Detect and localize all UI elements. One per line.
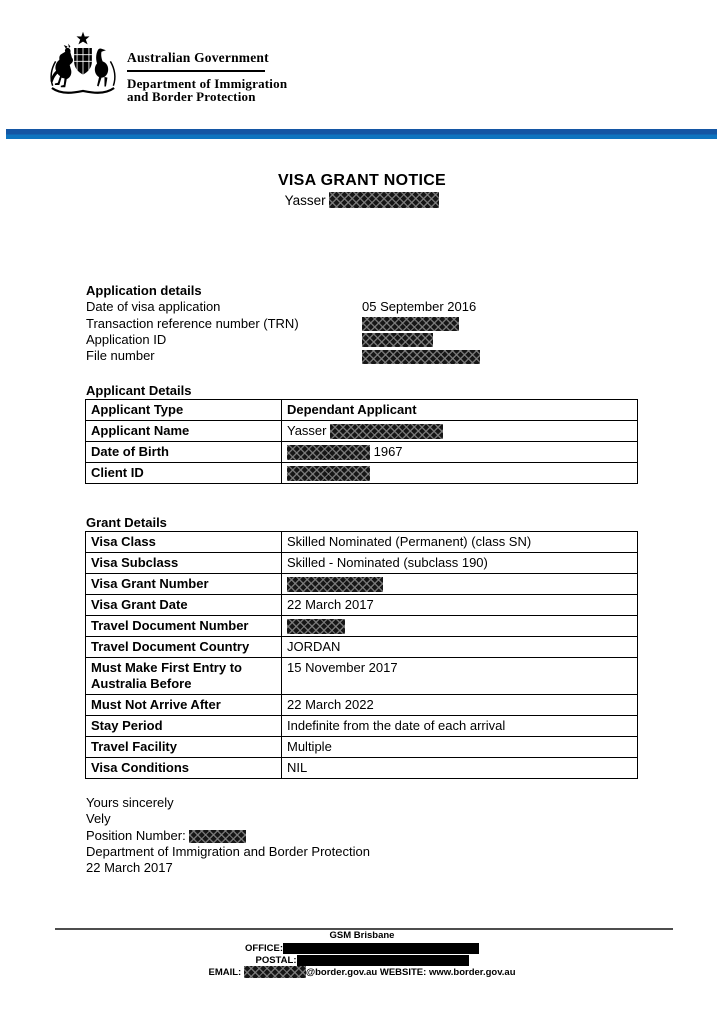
detail-label: Date of visa application <box>86 299 221 315</box>
table-row <box>86 758 638 779</box>
row-label: Stay Period <box>86 716 282 737</box>
application-detail-row <box>86 348 480 364</box>
redaction-bar <box>283 943 479 954</box>
header-divider-rule <box>127 70 265 72</box>
detail-value <box>362 299 476 314</box>
application-details-section <box>86 283 480 364</box>
table-row <box>86 616 638 637</box>
row-label: Applicant Type <box>86 400 282 421</box>
redaction-block <box>329 192 439 208</box>
row-label: Visa Class <box>86 532 282 553</box>
row-value <box>282 658 638 695</box>
table-row <box>86 574 638 595</box>
signoff-line <box>86 844 370 860</box>
text-segment: EMAIL: <box>208 966 244 978</box>
redaction-block <box>287 445 370 460</box>
footer-lines <box>0 942 724 978</box>
text-segment: 22 March 2017 <box>86 860 173 876</box>
detail-value <box>362 316 459 331</box>
table-row <box>86 442 638 463</box>
table-row <box>86 553 638 574</box>
text-segment: Indefinite from the date of each arrival <box>287 718 506 734</box>
row-value <box>282 616 638 637</box>
detail-label: Application ID <box>86 331 167 347</box>
table-row <box>86 400 638 421</box>
text-segment: OFFICE: <box>245 942 283 954</box>
redaction-block <box>362 350 480 364</box>
footer-office-line <box>0 942 724 954</box>
table-row <box>86 532 638 553</box>
text-segment: Vely <box>86 811 111 827</box>
row-value <box>282 463 638 484</box>
text-segment: Department of Immigration and Border Protection <box>86 843 370 859</box>
row-label: Date of Birth <box>86 442 282 463</box>
table-row <box>86 658 638 695</box>
redaction-bar <box>297 955 469 966</box>
signoff-line <box>86 795 370 811</box>
australian-coat-of-arms-icon <box>46 30 120 106</box>
row-label: Must Not Arrive After <box>86 695 282 716</box>
row-value <box>282 758 638 779</box>
text-segment: 05 September 2016 <box>362 299 477 315</box>
footer-email-line <box>0 966 724 978</box>
row-label: Travel Document Number <box>86 616 282 637</box>
applicant-details-table <box>85 399 638 484</box>
redaction-block <box>287 619 345 634</box>
department-name-line2: and Border Protection <box>127 89 256 104</box>
footer <box>0 930 724 978</box>
government-title: Australian Government <box>127 50 269 65</box>
text-segment: Yasser <box>287 423 331 438</box>
page-title: VISA GRANT NOTICE <box>277 172 447 189</box>
application-detail-row <box>86 316 480 332</box>
text-segment: NIL <box>287 760 308 776</box>
signoff-line <box>86 828 370 844</box>
text-segment: 15 November 2017 <box>287 660 398 676</box>
table-row <box>86 637 638 658</box>
detail-label: File number <box>86 348 155 364</box>
text-segment: Yours sincerely <box>86 795 174 810</box>
header-text-block <box>127 50 287 104</box>
text-segment: Skilled - Nominated (subclass 190) <box>287 555 488 570</box>
table-row <box>86 695 638 716</box>
redaction-block <box>287 577 383 592</box>
redaction-block <box>189 830 246 843</box>
row-label: Must Make First Entry to Australia Before <box>86 658 282 695</box>
text-segment: Yasser <box>284 192 330 208</box>
text-segment: Skilled Nominated (Permanent) (class SN) <box>287 534 532 549</box>
row-label: Visa Grant Number <box>86 574 282 595</box>
table-row <box>86 595 638 616</box>
row-value <box>282 737 638 758</box>
department-name-line1: Department of Immigration <box>127 75 288 91</box>
row-label: Client ID <box>86 463 282 484</box>
row-value <box>282 595 638 616</box>
redaction-block <box>287 466 370 481</box>
redaction-block <box>362 333 433 347</box>
blue-divider-bar <box>6 129 717 139</box>
table-row <box>86 421 638 442</box>
grant-details-table <box>85 531 638 779</box>
row-value <box>282 400 638 421</box>
grant-details-heading: Grant Details <box>86 515 167 530</box>
footer-postal-line <box>0 954 724 966</box>
table-row <box>86 716 638 737</box>
detail-value <box>362 348 480 363</box>
row-value <box>282 553 638 574</box>
text-segment: 1967 <box>370 444 403 460</box>
row-label: Travel Document Country <box>86 637 282 658</box>
signoff-line <box>86 811 370 827</box>
text-segment: @border.gov.au WEBSITE: www.border.gov.au <box>305 966 516 978</box>
row-value <box>282 442 638 463</box>
application-details-rows <box>86 299 480 364</box>
application-details-heading: Application details <box>86 283 202 298</box>
row-label: Visa Conditions <box>86 758 282 779</box>
row-value <box>282 716 638 737</box>
row-value <box>282 695 638 716</box>
row-value <box>282 421 638 442</box>
application-detail-row <box>86 299 480 315</box>
redaction-block <box>244 966 306 978</box>
row-label: Travel Facility <box>86 737 282 758</box>
row-label: Applicant Name <box>86 421 282 442</box>
text-segment: POSTAL: <box>255 954 297 966</box>
text-segment: Dependant Applicant <box>287 402 417 417</box>
redaction-block <box>362 317 459 331</box>
row-label: Visa Subclass <box>86 553 282 574</box>
notice-name-line <box>0 191 724 209</box>
text-segment: Multiple <box>287 739 332 755</box>
footer-office-location: GSM Brisbane <box>329 930 395 941</box>
text-segment: 22 March 2022 <box>287 697 374 713</box>
row-value <box>282 637 638 658</box>
text-segment: Position Number: <box>86 827 190 843</box>
table-row <box>86 737 638 758</box>
signoff-line <box>86 860 370 876</box>
row-value <box>282 574 638 595</box>
redaction-block <box>330 424 443 439</box>
row-label: Visa Grant Date <box>86 595 282 616</box>
detail-label: Transaction reference number (TRN) <box>86 315 299 331</box>
detail-value <box>362 332 433 347</box>
signoff-block <box>86 795 370 876</box>
row-value <box>282 532 638 553</box>
text-segment: 22 March 2017 <box>287 597 374 613</box>
applicant-details-heading: Applicant Details <box>86 383 192 398</box>
text-segment: JORDAN <box>287 639 341 655</box>
table-row <box>86 463 638 484</box>
application-detail-row <box>86 332 480 348</box>
